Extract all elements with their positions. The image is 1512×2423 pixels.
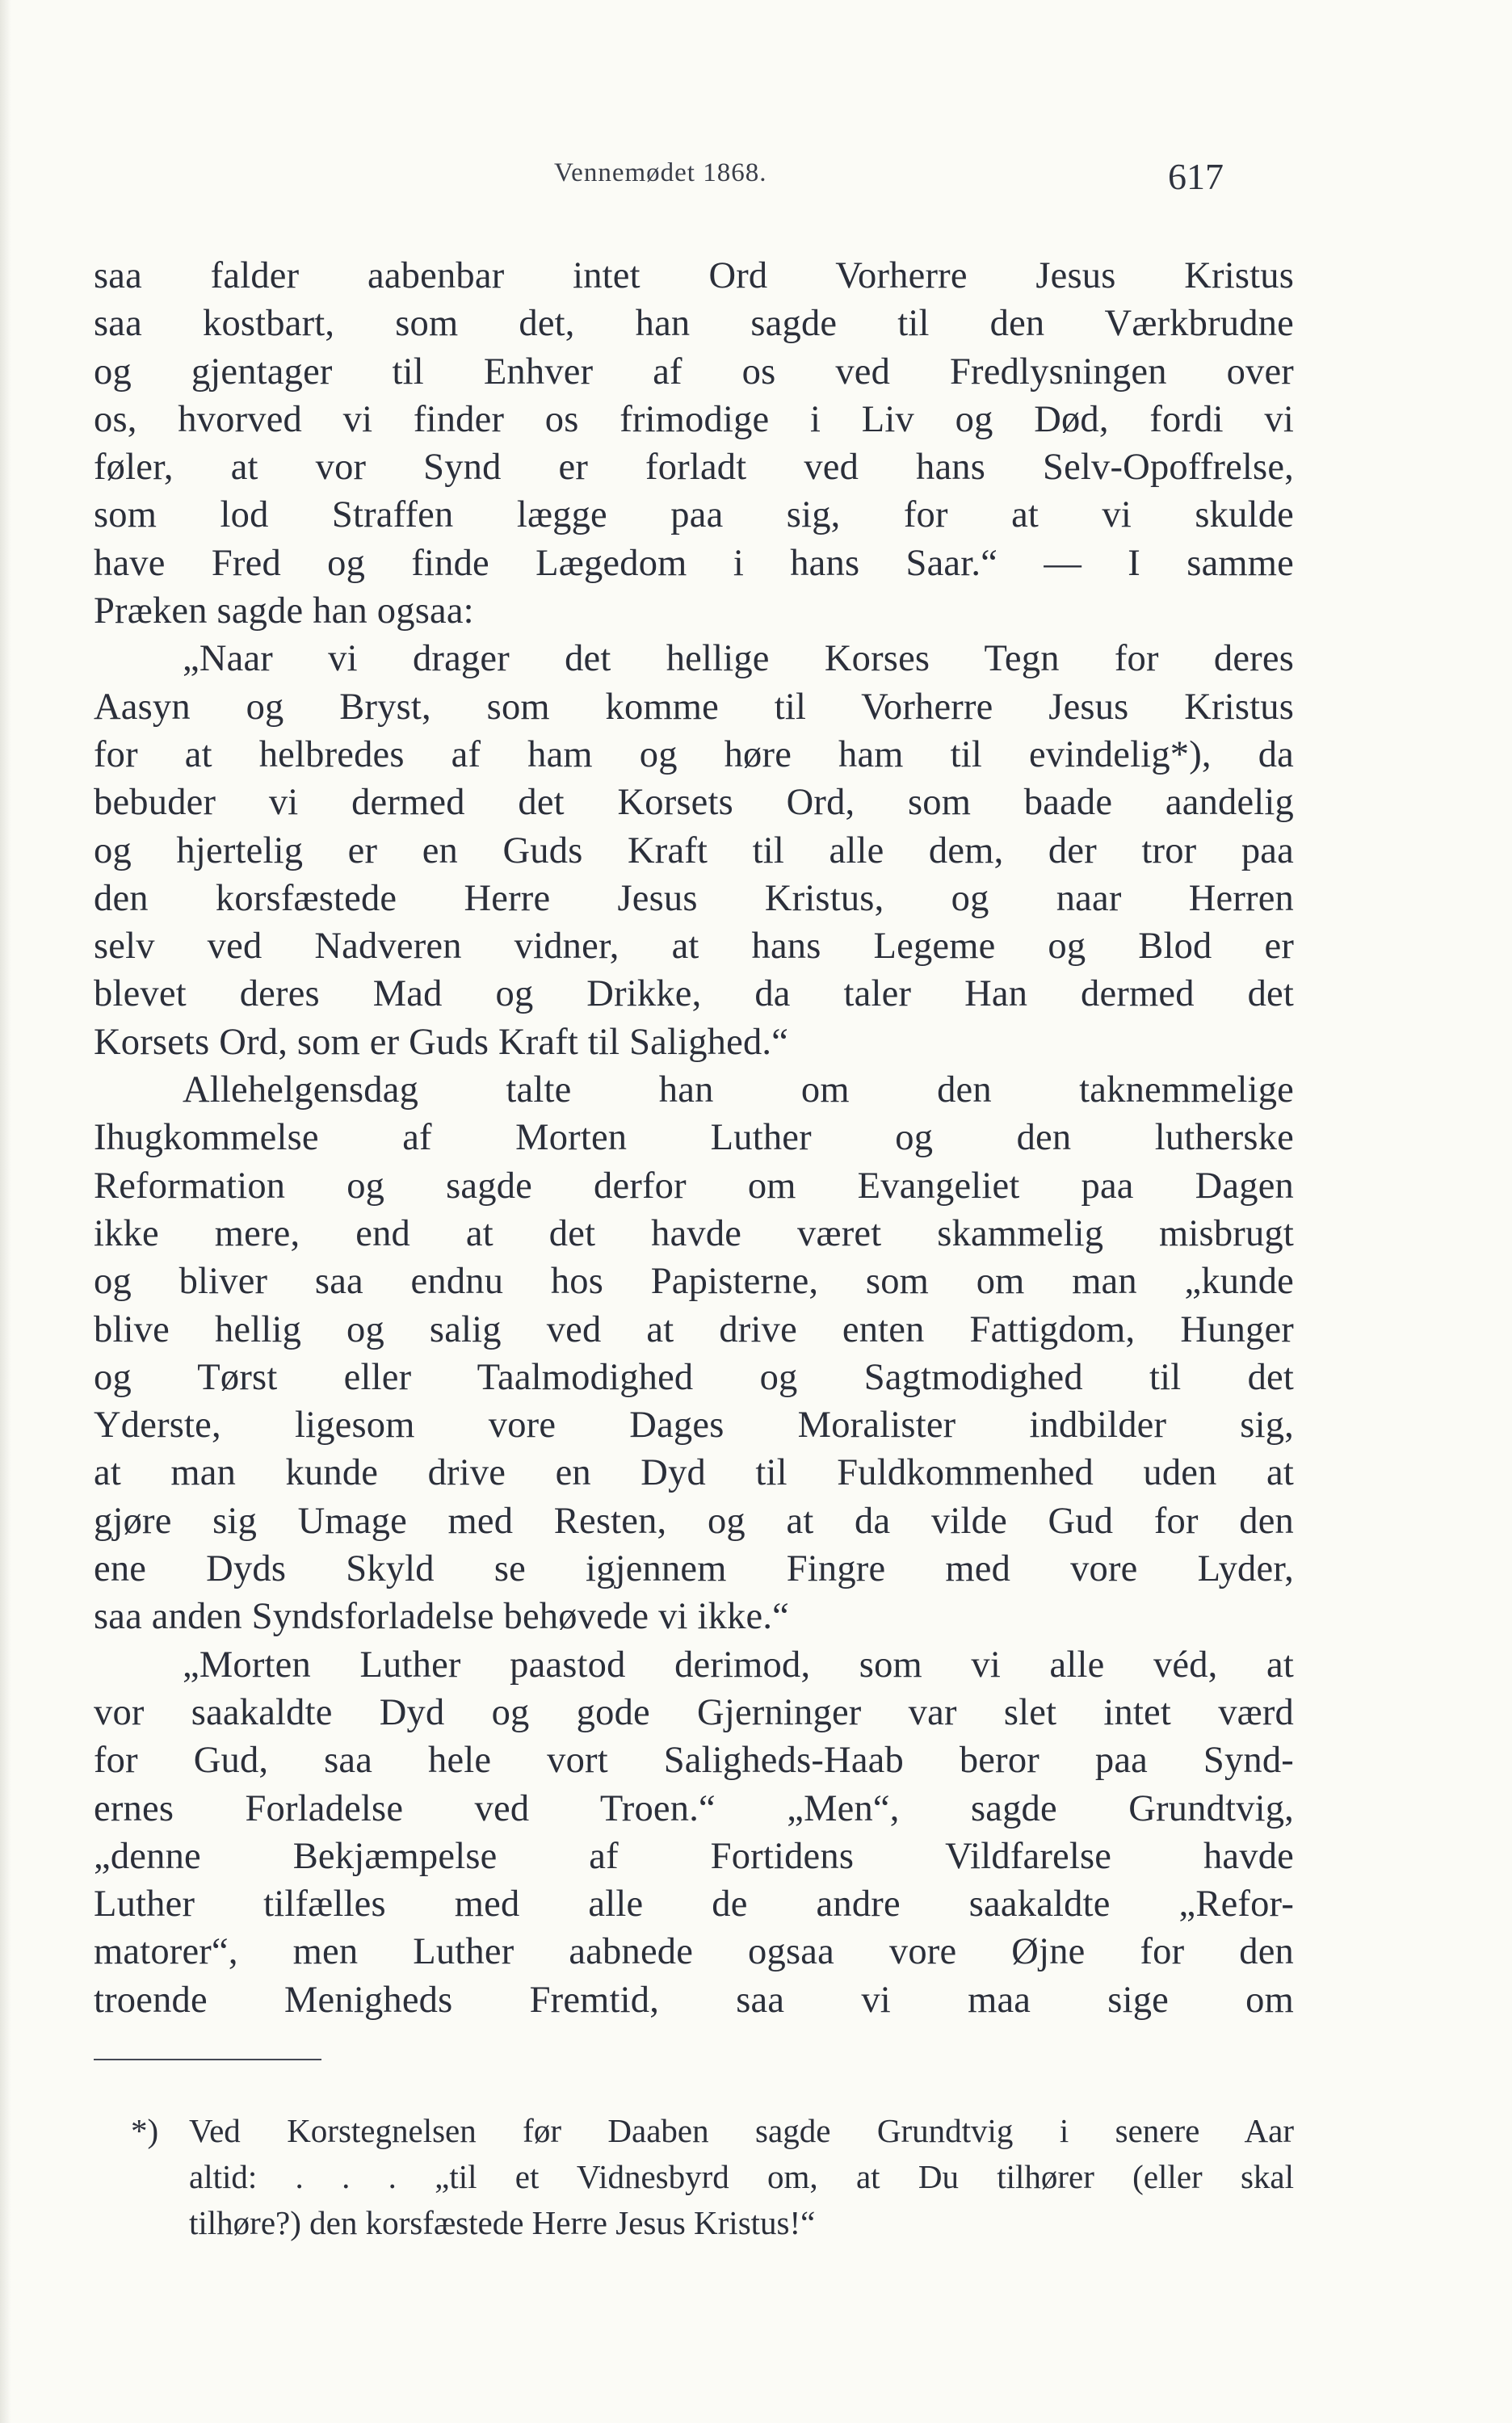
text-line: Aasyn og Bryst, som komme til Vorherre Jesus Kristus xyxy=(94,686,1294,728)
text-line: os, hvorved vi finder os frimodige i Liv og Død, fordi vi xyxy=(94,398,1294,440)
text-line: saa kostbart, som det, han sagde til den Værkbrudne xyxy=(94,303,1294,345)
running-head: Vennemødet 1868. xyxy=(554,158,767,187)
text-line: og hjertelig er en Guds Kraft til alle dem, der tror paa xyxy=(94,829,1294,871)
text-line: troende Menigheds Fremtid, saa vi maa sige om xyxy=(94,1979,1294,2021)
footnote-line: tilhøre?) den korsfæstede Herre Jesus Kristus!“ xyxy=(189,2204,816,2241)
text-line: bebuder vi dermed det Korsets Ord, som baade aandelig xyxy=(94,782,1294,824)
text-line: blive hellig og salig ved at drive enten Fattigdom, Hunger xyxy=(94,1308,1294,1350)
footnote-marker: *) xyxy=(131,2112,159,2149)
text-line: føler, at vor Synd er forladt ved hans Selv-Opoffrelse, xyxy=(94,447,1294,489)
text-line: Luther tilfælles med alle de andre saakaldte „Refor- xyxy=(94,1883,1294,1925)
text-line: Præken sagde han ogsaa: xyxy=(94,590,474,632)
text-line: Allehelgensdag talte han om den taknemmelige xyxy=(183,1069,1294,1111)
text-line: saa falder aabenbar intet Ord Vorherre Jesus Kristus xyxy=(94,255,1294,296)
text-line: vor saakaldte Dyd og gode Gjerninger var slet intet værd xyxy=(94,1691,1294,1733)
text-line: ene Dyds Skyld se igjennem Fingre med vore Lyder, xyxy=(94,1548,1294,1590)
text-line: for at helbredes af ham og høre ham til evindelig*), da xyxy=(94,733,1294,775)
footnote-line: altid: . . . „til et Vidnesbyrd om, at Du tilhører (eller skal xyxy=(189,2158,1294,2195)
text-line: og Tørst eller Taalmodighed og Sagtmodighed til det xyxy=(94,1356,1294,1398)
text-line: Korsets Ord, som er Guds Kraft til Salighed.“ xyxy=(94,1021,789,1063)
text-line: have Fred og finde Lægedom i hans Saar.“ — I samme xyxy=(94,542,1294,584)
text-line: Ihugkommelse af Morten Luther og den lutherske xyxy=(94,1117,1294,1159)
text-line: Reformation og sagde derfor om Evangeliet paa Dagen xyxy=(94,1165,1294,1207)
text-line: for Gud, saa hele vort Saligheds-Haab beror paa Synd- xyxy=(94,1740,1294,1782)
footnote-text: Ved Korstegnelsen før Daaben sagde Grundtvig i senere Aar xyxy=(189,2112,1294,2149)
text-line: „Naar vi drager det hellige Korses Tegn for deres xyxy=(183,638,1294,680)
text-line: den korsfæstede Herre Jesus Kristus, og naar Herren xyxy=(94,877,1294,919)
text-line: matorer“, men Luther aabnede ogsaa vore Øjne for den xyxy=(94,1931,1294,1973)
footnote xyxy=(131,2108,1294,2246)
text-line: ikke mere, end at det havde været skammelig misbrugt xyxy=(94,1212,1294,1254)
text-line: gjøre sig Umage med Resten, og at da vilde Gud for den xyxy=(94,1500,1294,1542)
text-line: selv ved Nadveren vidner, at hans Legeme og Blod er xyxy=(94,926,1294,968)
text-line: ernes Forladelse ved Troen.“ „Men“, sagde Grundtvig, xyxy=(94,1787,1294,1829)
text-line: „denne Bekjæmpelse af Fortidens Vildfarelse havde xyxy=(94,1835,1294,1877)
text-line: Yderste, ligesom vore Dages Moralister indbilder sig, xyxy=(94,1405,1294,1447)
text-line: blevet deres Mad og Drikke, da taler Han dermed det xyxy=(94,973,1294,1015)
text-line: „Morten Luther paastod derimod, som vi alle véd, at xyxy=(183,1644,1294,1686)
text-line: som lod Straffen lægge paa sig, for at vi skulde xyxy=(94,494,1294,536)
page-number: 617 xyxy=(1168,156,1224,197)
text-line: og bliver saa endnu hos Papisterne, som om man „kunde xyxy=(94,1261,1294,1303)
body-text xyxy=(94,252,1294,2024)
text-line: at man kunde drive en Dyd til Fuldkommenhed uden at xyxy=(94,1452,1294,1494)
footnote-rule xyxy=(94,2059,321,2060)
footnote-line xyxy=(131,2108,1294,2154)
text-line: og gjentager til Enhver af os ved Fredlysningen over xyxy=(94,351,1294,393)
text-line: saa anden Syndsforladelse behøvede vi ikke.“ xyxy=(94,1596,790,1638)
page-edge-shadow xyxy=(0,0,11,2423)
